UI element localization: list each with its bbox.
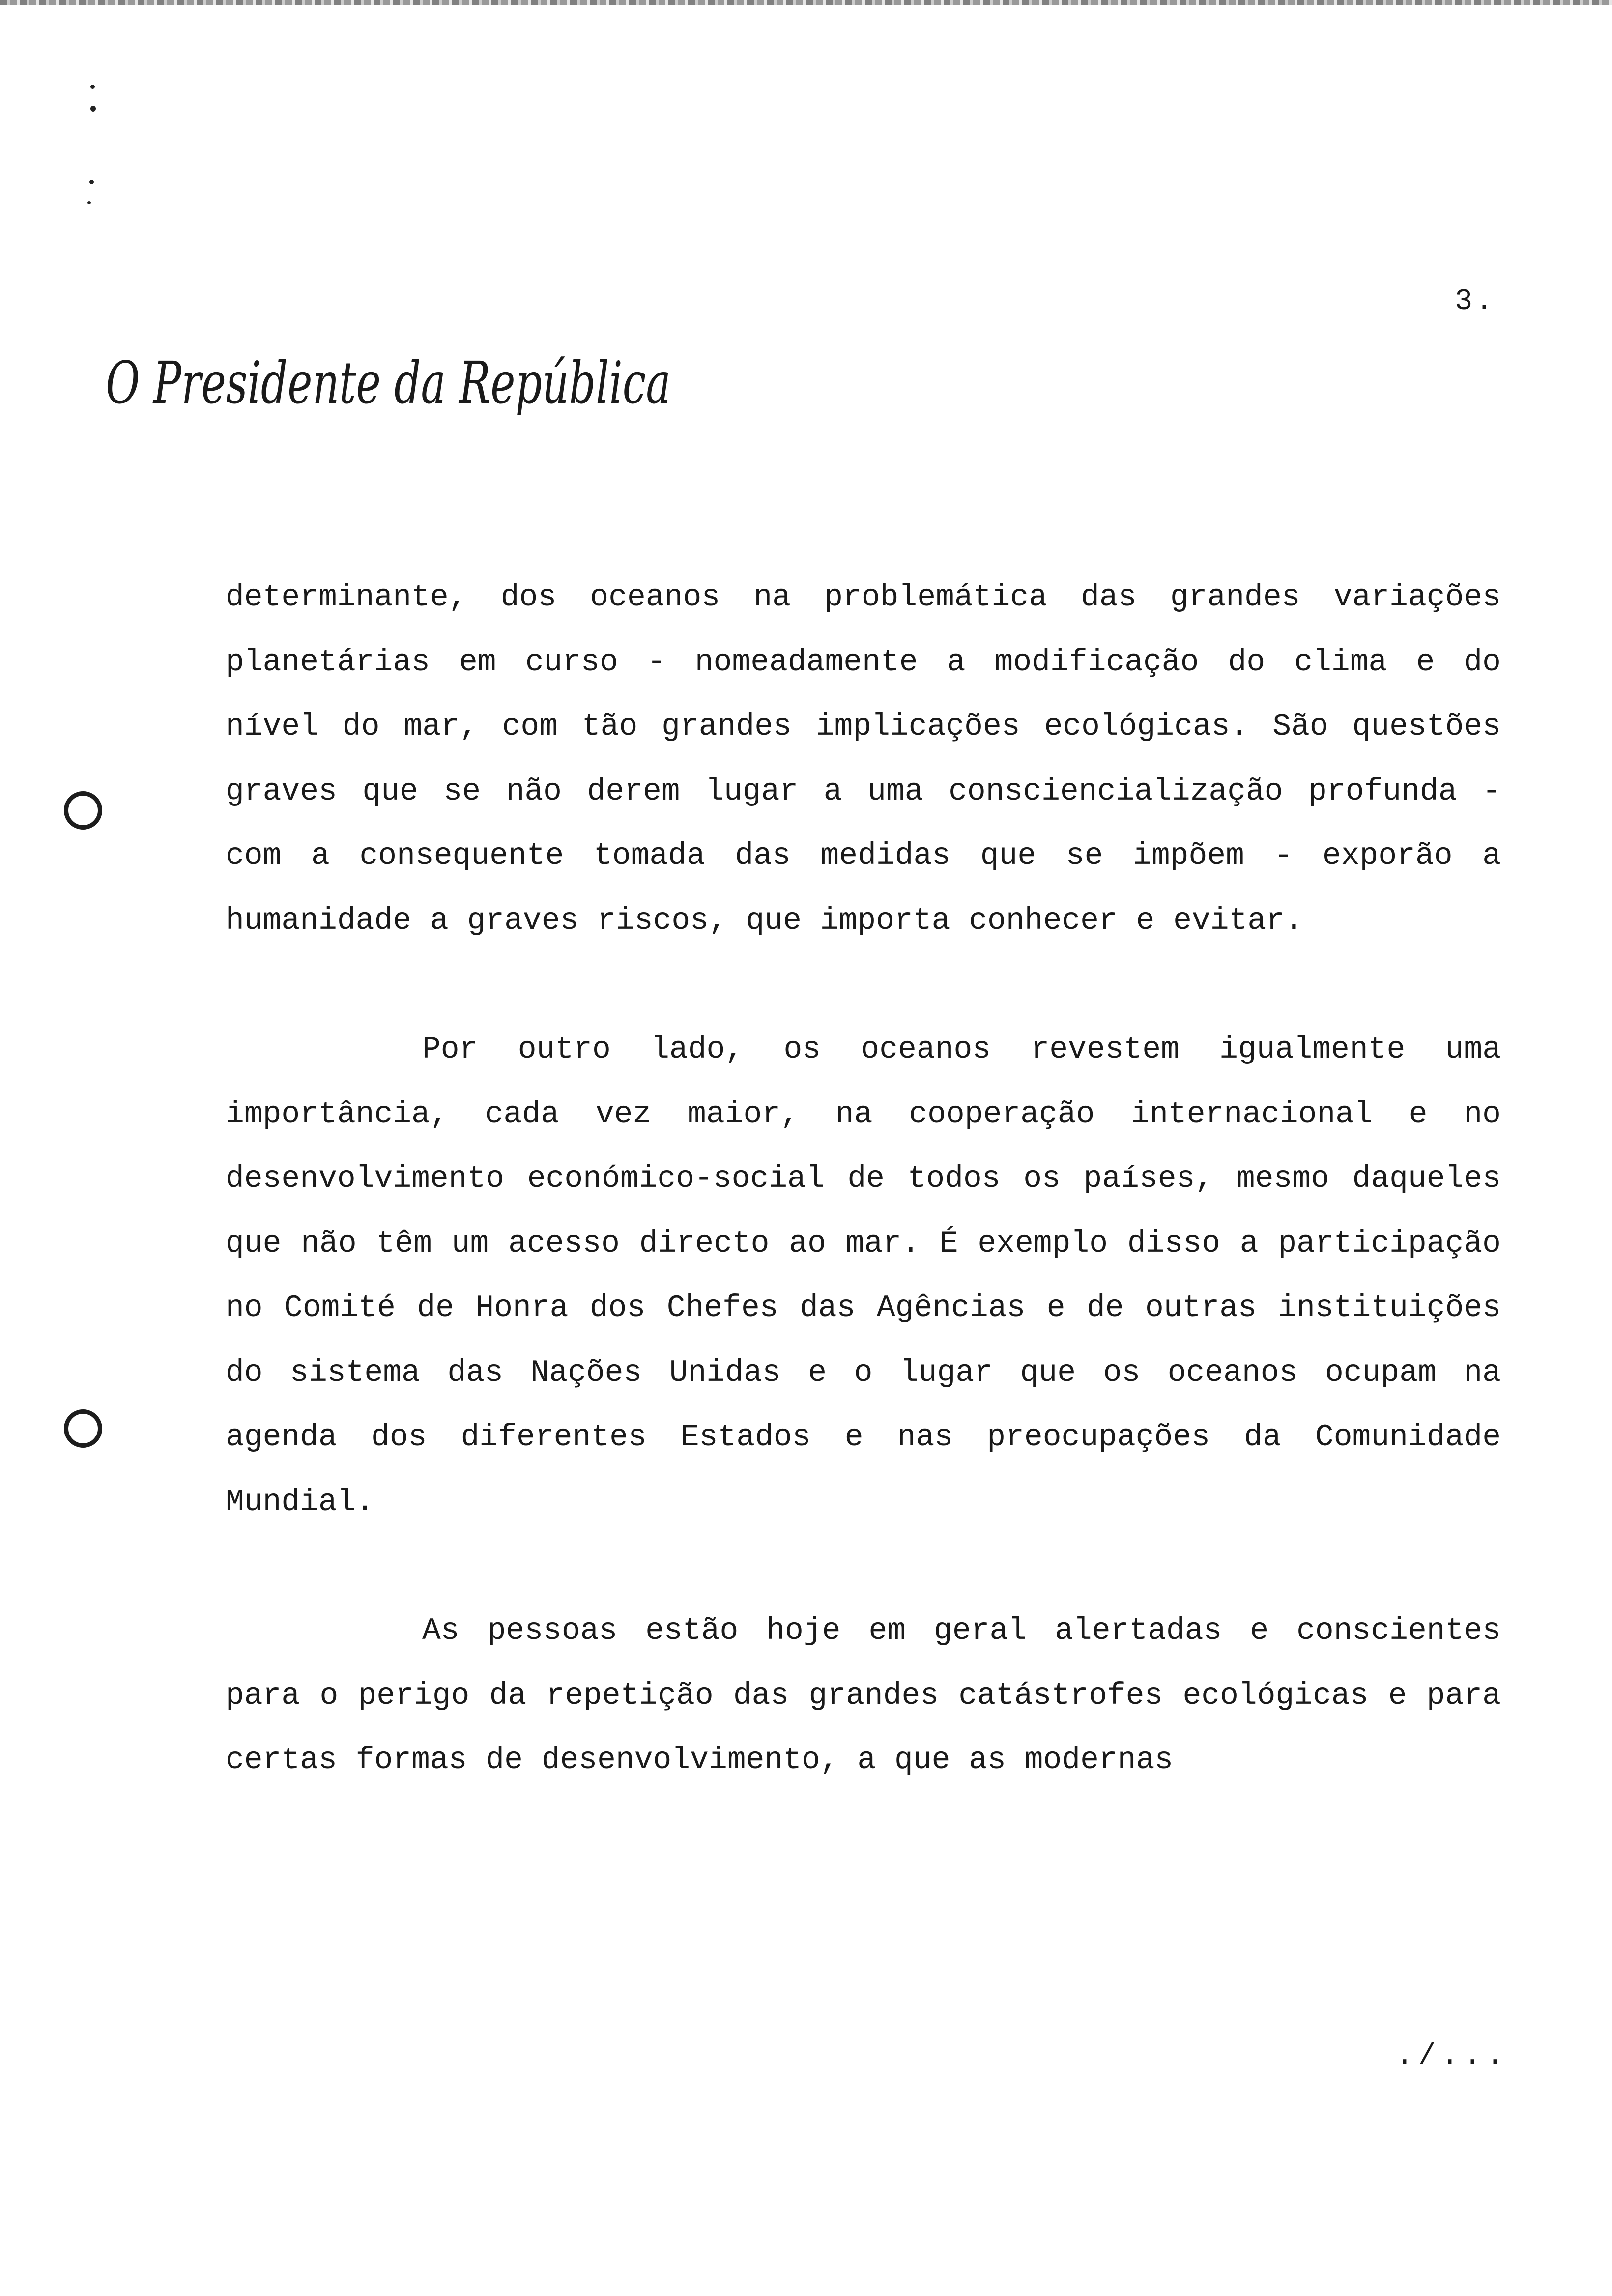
paragraph-3: As pessoas estão hoje em geral alertadas e conscientes para o perigo da repetição das grandes catástrofes ecológicas e para certas formas de desenvolvimento, a que as modernas bbox=[226, 1613, 1501, 1778]
scan-speck bbox=[89, 180, 94, 184]
letterhead-text: O Presidente da República bbox=[106, 349, 671, 417]
scan-speck bbox=[90, 106, 96, 112]
body-text bbox=[226, 565, 1501, 1793]
scan-speck bbox=[87, 201, 91, 204]
letterhead-logo bbox=[101, 344, 691, 437]
paragraph-2: Por outro lado, os oceanos revestem igualmente uma importância, cada vez maior, na cooperação internacional e no desenvolvimento económico-social de todos os países, mesmo daqueles que não têm um acesso directo ao mar. É exemplo disso a participação no Comité de Honra dos Chefes das Agências e de outras instituições do sistema das Nações Unidas e o lugar que os oceanos ocupam na agenda dos diferentes Estados e nas preocupações da Comunidade Mundial. bbox=[226, 1032, 1501, 1520]
letterhead-script bbox=[101, 344, 691, 437]
punch-hole bbox=[64, 1409, 102, 1448]
paragraph-1: determinante, dos oceanos na problemática das grandes variações planetárias em curso - nomeadamente a modificação do clima e do nível do mar, com tão grandes implicações ecológicas. São questões graves que se não derem lugar a uma consciencialização profunda - com a consequente tomada das medidas que se impõem - exporão a humanidade a graves riscos, que importa conhecer e evitar. bbox=[226, 580, 1501, 938]
punch-hole bbox=[64, 791, 102, 830]
page-number: 3. bbox=[1455, 285, 1497, 318]
scan-top-edge bbox=[0, 0, 1612, 5]
scan-speck bbox=[90, 85, 95, 89]
continuation-mark: ./... bbox=[1396, 2039, 1509, 2073]
